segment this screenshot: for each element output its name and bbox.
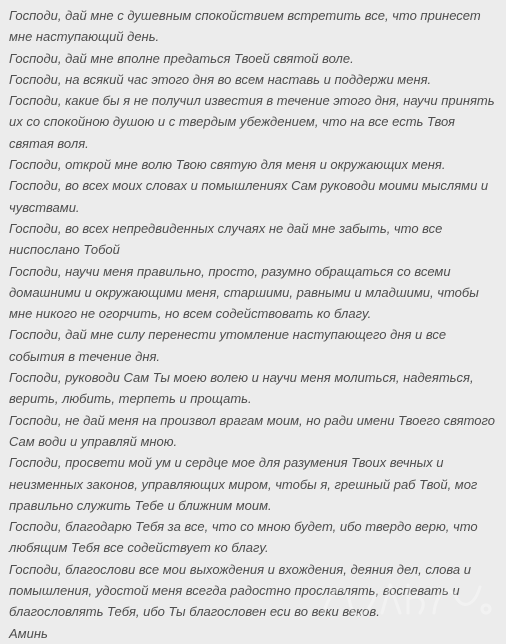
prayer-line: Господи, дай мне вполне предаться Твоей святой воле. [9, 50, 354, 66]
prayer-line: их со спокойною душою и с твердым убеждением, что на все есть Твоя [9, 114, 455, 130]
prayer-line: ниспослано Тобой [9, 242, 120, 258]
prayer-line: мне никого не огорчить, но всем содействовать ко благу. [9, 306, 372, 322]
prayer-line: Господи, во всех непредвиденных случаях не дай мне забыть, что все [9, 220, 443, 236]
prayer-line: чувствами. [9, 199, 80, 215]
prayer-line: Господи, дай мне силу перенести утомление наступающего дня и все [9, 327, 447, 343]
prayer-line: любящим Тебя все содействует ко благу. [9, 540, 269, 556]
prayer-line: Господи, благослови все мои выхождения и вхождения, деяния дел, слова и [9, 561, 471, 577]
prayer-line: события в течение дня. [9, 348, 161, 364]
prayer-line: Господи, просвети мой ум и сердце мое для разумения Твоих вечных и [9, 455, 444, 471]
prayer-line: Господи, руководи Сам Ты моею волею и научи меня молиться, надеяться, [9, 370, 474, 386]
prayer-line: святая воля. [9, 135, 89, 151]
prayer-line: помышления, удостой меня всегда радостно прославлять, воспевать и [9, 583, 460, 599]
prayer-line: благословлять Тебя, ибо Ты благословен еси во веки веков. [9, 604, 380, 620]
prayer-line: Господи, не дай меня на произвол врагам моим, но ради имени Твоего святого [9, 412, 496, 428]
prayer-line: мне наступающий день. [9, 29, 160, 45]
prayer-line: Сам води и управляй мною. [9, 433, 178, 449]
prayer-line: Господи, благодарю Тебя за все, что со мною будет, ибо твердо верю, что [9, 519, 478, 535]
prayer-line: Господи, открой мне волю Твою святую для меня и окружающих меня. [9, 157, 446, 173]
prayer-line: домашними и окружающими меня, старшими, равными и младшими, чтобы [9, 284, 479, 300]
prayer-text [9, 5, 500, 644]
prayer-line: верить, любить, терпеть и прощать. [9, 391, 252, 407]
prayer-line: Господи, на всякий час этого дня во всем наставь и поддержи меня. [9, 71, 432, 87]
prayer-line: Господи, во всех моих словах и помышлениях Сам руководи моими мыслями и [9, 178, 489, 194]
prayer-line: Господи, какие бы я не получил известия в течение этого дня, научи принять [9, 93, 495, 109]
prayer-line: Аминь [9, 625, 48, 641]
prayer-line: Господи, дай мне с душевным спокойствием встретить все, что принесет [9, 8, 481, 23]
prayer-line: правильно служить Тебе и ближним моим. [9, 497, 272, 513]
prayer-line: Господи, научи меня правильно, просто, разумно обращаться со всеми [9, 263, 451, 279]
prayer-line: неизменных законов, управляющих миром, чтобы я, грешный раб Твой, мог [9, 476, 478, 492]
